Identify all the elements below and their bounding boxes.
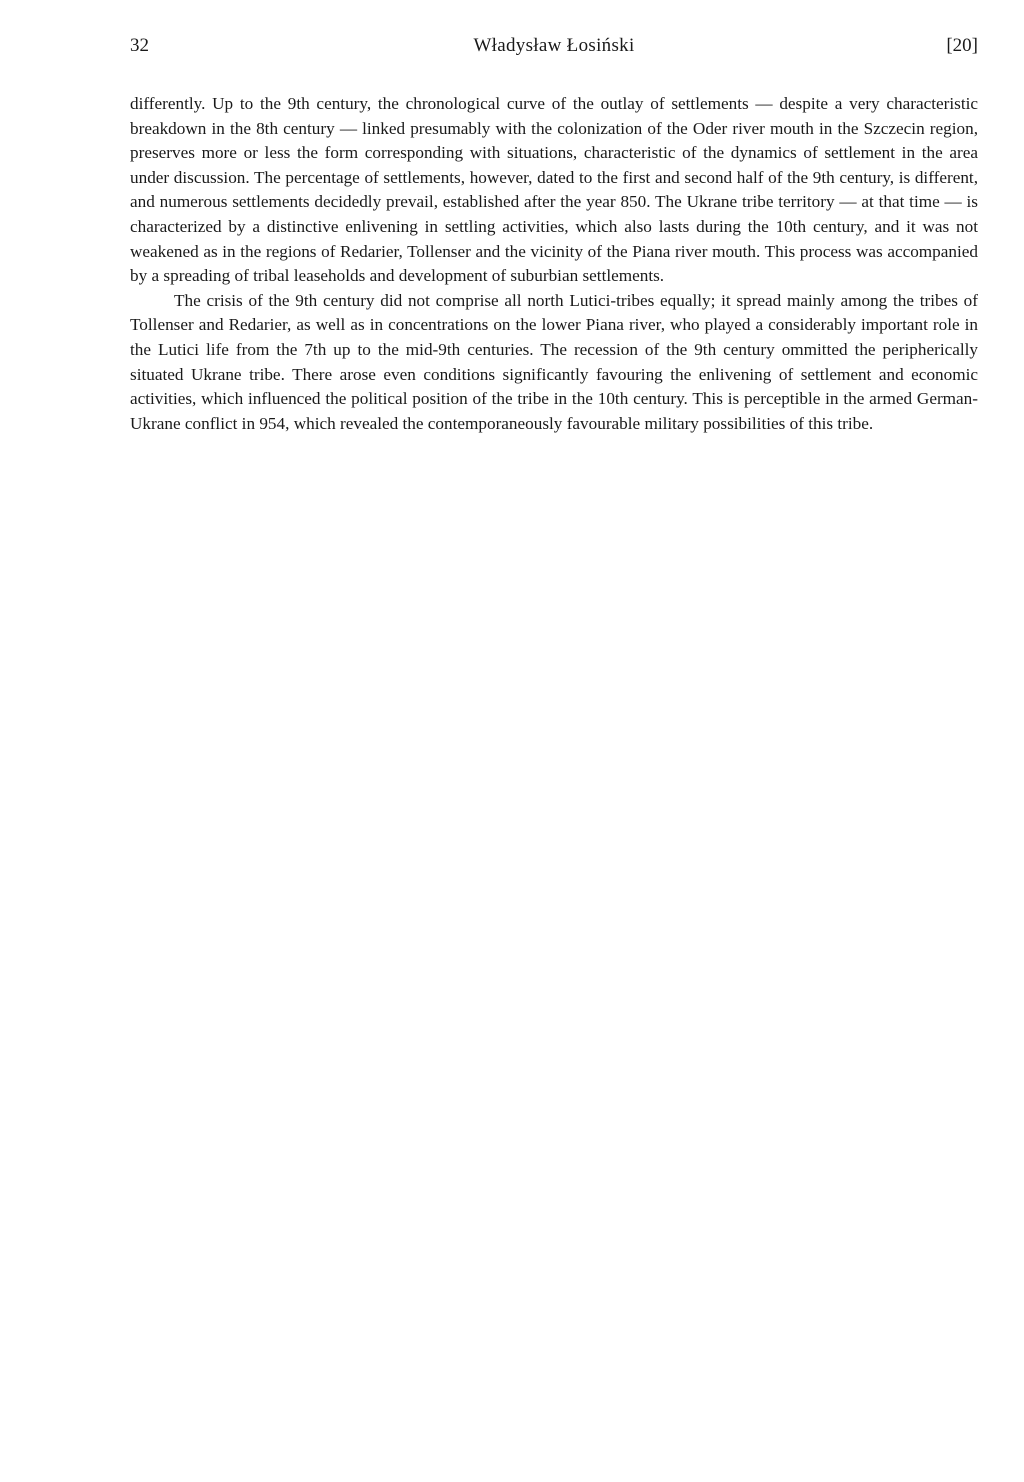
document-page <box>130 30 978 436</box>
paragraph: The crisis of the 9th century did not comprise all north Lutici-tribes equally; it spread mainly among the tribes of Tollenser and Redarier, as well as in concentrations on the lower Piana river, who played a considerably important role in the Lutici life from the 7th up to the mid-9th centuries. The recession of the 9th century ommitted the peripherically situated Ukrane tribe. There arose even conditions significantly favouring the enlivening of settlement and economic activities, which influenced the political position of the tribe in the 10th century. This is perceptible in the armed German-Ukrane conflict in 954, which revealed the contemporaneously favourable military possibilities of this tribe. <box>130 290 978 433</box>
body-text <box>130 92 978 436</box>
running-head <box>130 30 978 62</box>
section-number: [20] <box>946 35 978 56</box>
running-head-author: Władysław Łosiński <box>473 35 635 56</box>
paragraph: differently. Up to the 9th century, the chronological curve of the outlay of settlements — despite a very characteristic breakdown in the 8th century — linked presumably with the colonization of the Oder river mouth in the Szczecin region, preserves more or less the form corresponding with situations, characteristic of the dynamics of settlement in the area under discussion. The percentage of settlements, however, dated to the first and second half of the 9th century, is different, and numerous settlements decidedly prevail, established after the year 850. The Ukrane tribe territory — at that time — is characterized by a distinctive enlivening in settling activities, which also lasts during the 10th century, and it was not weakened as in the regions of Redarier, Tollenser and the vicinity of the Piana river mouth. This process was accompanied by a spreading of tribal leaseholds and development of suburbian settlements. <box>130 94 978 286</box>
page-number: 32 <box>130 35 149 56</box>
